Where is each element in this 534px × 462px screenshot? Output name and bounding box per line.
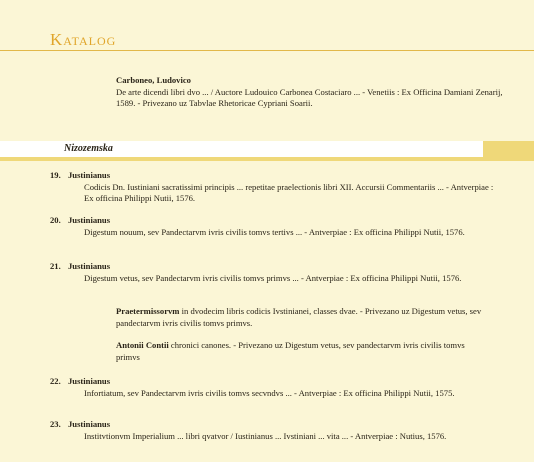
- section-label: Nizozemska: [64, 143, 113, 154]
- section-header-label-box: [0, 141, 483, 157]
- entry-text: Digestum nouum, sev Pandectarvm ivris civilis tomvs tertivs ... - Antverpiae : Ex officina Philippi Nutii, 1576.: [84, 226, 465, 237]
- entry-text: Infortiatum, sev Pandectarvm ivris civilis tomvs secvndvs ... - Antverpiae : Ex officina Philippi Nutii, 1575.: [84, 387, 455, 398]
- section-header-band: [0, 141, 534, 161]
- entry-author: Justinianus: [68, 376, 111, 386]
- sub-entry: [116, 306, 488, 329]
- entry-text: Digestum vetus, sev Pandectarvm ivris civilis tomvs primvs ... - Antverpiae : Ex officina Philippi Nutii, 1576.: [84, 272, 462, 283]
- entry-text: Institvtionvm Imperialium ... libri qvatvor / Iustinianus ... Ivstiniani ... vita ... - Antverpiae : Nutius, 1576.: [84, 430, 447, 441]
- sub-entry-text: chronici canones. - Privezano uz Digestum vetus, sev pandectarvm ivris civilis tomvs primvs: [116, 340, 465, 362]
- intro-entry: [116, 75, 516, 110]
- entry-number: 19.: [50, 170, 61, 180]
- header-divider: [0, 50, 534, 51]
- sub-entry-title: Antonii Contii: [116, 340, 169, 350]
- entry-author: Justinianus: [68, 170, 111, 180]
- sub-entry-title: Praetermissorvm: [116, 306, 180, 316]
- entry-number: 21.: [50, 261, 61, 271]
- entry-author: Justinianus: [68, 419, 111, 429]
- entry-number: 22.: [50, 376, 61, 386]
- entry-author: Justinianus: [68, 261, 111, 271]
- entry-number: 20.: [50, 215, 61, 225]
- entry-text: Codicis Dn. Iustiniani sacratissimi principis ... repetitae praelectionis libri XII. Accursii Commentariis ... - Antverpiae : Ex officina Philippi Nutii, 1576.: [84, 181, 494, 204]
- entry-author: Justinianus: [68, 215, 111, 225]
- page-title: Katalog: [50, 30, 117, 49]
- intro-author: Carboneo, Ludovico: [116, 75, 191, 85]
- sub-entry: [116, 340, 488, 363]
- sub-entry-text: in dvodecim libris codicis Ivstinianei, classes dvae. - Privezano uz Digestum vetus, sev pandectarvm ivris civilis tomvs primvs.: [116, 306, 482, 328]
- entry-number: 23.: [50, 419, 61, 429]
- intro-text: De arte dicendi libri dvo ... / Auctore Ludouico Carbonea Costaciaro ... - Venetiis : Ex Officina Damiani Zenarij, 1589. - Privezano uz Tabvlae Rhetoricae Cypriani Soarii.: [116, 86, 503, 109]
